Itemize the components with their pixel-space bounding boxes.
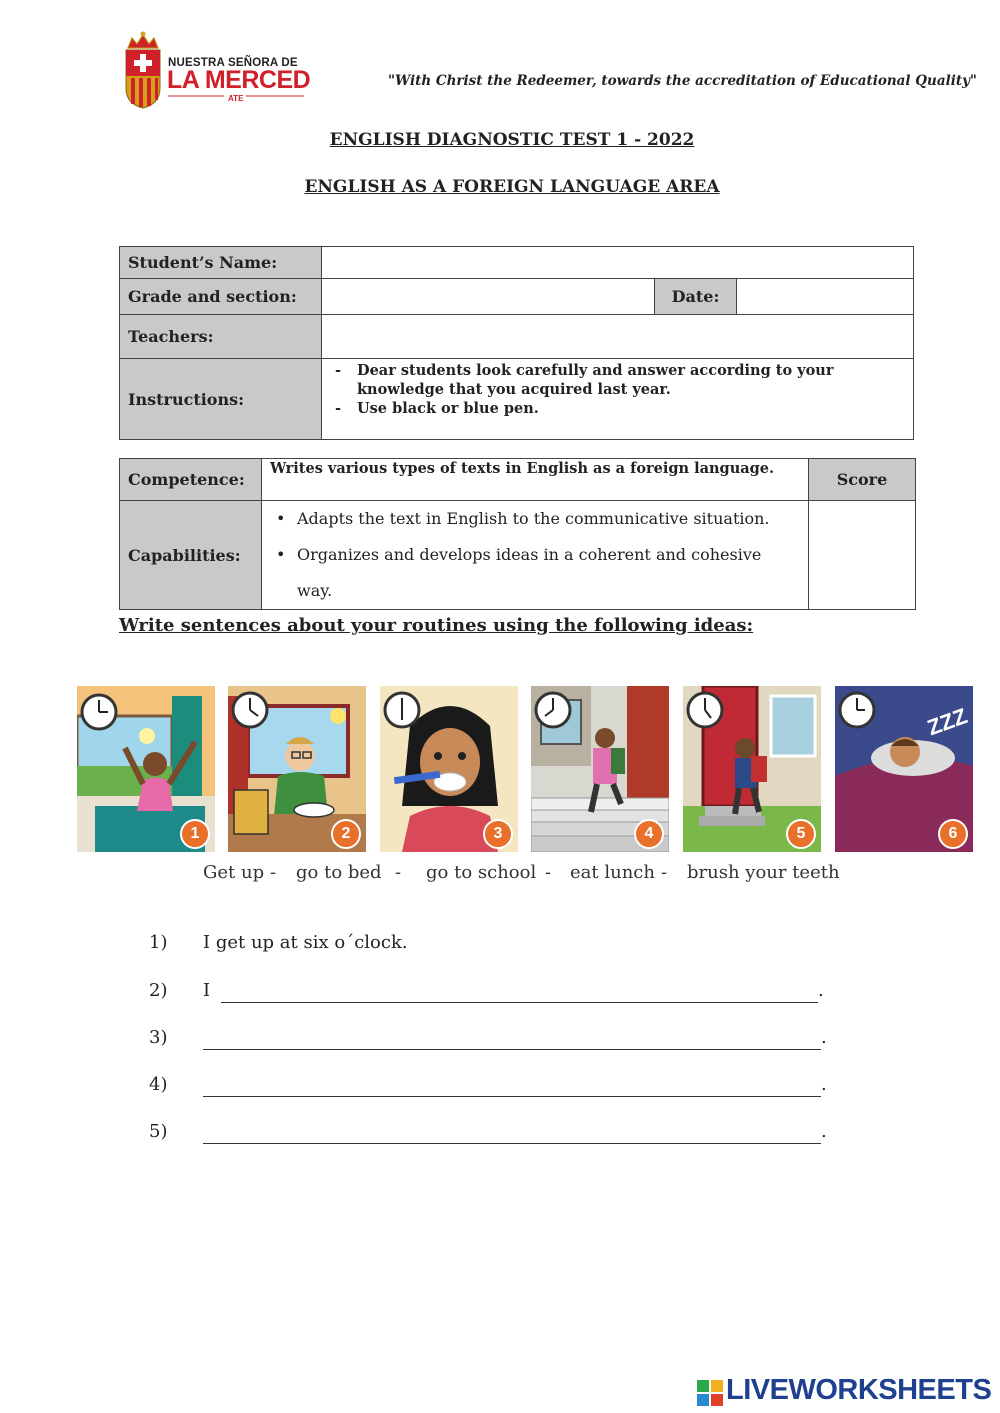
idea-separator: - xyxy=(395,862,402,883)
student-info-table xyxy=(119,246,914,440)
instructions-cell xyxy=(322,359,914,440)
capability-item: • Organizes and develops ideas in a coherent and cohesive way. xyxy=(270,537,800,609)
logo-text-bottom: ATE xyxy=(228,94,244,103)
idea-brush-your-teeth: brush your teeth xyxy=(687,862,840,883)
sentence-end-mark: . xyxy=(821,1121,827,1142)
grade-section-field[interactable] xyxy=(322,279,655,315)
instructions-list xyxy=(330,361,905,418)
grade-section-label: Grade and section: xyxy=(120,279,322,315)
sentence-end-mark: . xyxy=(821,1027,827,1048)
task-instruction: Write sentences about your routines using the following ideas: xyxy=(119,615,754,636)
capabilities-list xyxy=(270,501,800,609)
competence-value: Writes various types of texts in English as a foreign language. xyxy=(262,459,809,501)
sentence-number: 3) xyxy=(149,1027,168,1048)
sentence-end-mark: . xyxy=(818,980,824,1001)
answer-line[interactable] xyxy=(203,1123,821,1144)
picture-eat xyxy=(228,686,366,852)
student-name-label: Student’s Name: xyxy=(120,247,322,279)
logo-text-top: NUESTRA SEÑORA DE xyxy=(168,57,298,69)
sentence-number: 1) xyxy=(149,932,168,953)
teachers-field[interactable] xyxy=(322,315,914,359)
picture-number-badge: 3 xyxy=(483,819,513,849)
competence-table xyxy=(119,458,916,610)
idea-get-up: Get up xyxy=(203,862,265,883)
competence-label: Competence: xyxy=(120,459,262,501)
sentence-example: I get up at six o´clock. xyxy=(203,932,408,953)
idea-separator: - xyxy=(661,862,668,883)
picture-brush-teeth xyxy=(380,686,518,852)
sentence-number: 5) xyxy=(149,1121,168,1142)
teachers-label: Teachers: xyxy=(120,315,322,359)
test-title: ENGLISH DIAGNOSTIC TEST 1 - 2022 xyxy=(329,130,695,150)
picture-number-badge: 5 xyxy=(786,819,816,849)
idea-separator: - xyxy=(270,862,277,883)
answer-line[interactable] xyxy=(203,1076,821,1097)
instructions-label: Instructions: xyxy=(120,359,322,440)
score-field[interactable] xyxy=(809,501,916,610)
svg-text:ZZZ: ZZZ xyxy=(923,703,971,741)
capability-item: • Adapts the text in English to the communicative situation. xyxy=(270,501,800,537)
date-field[interactable] xyxy=(737,279,914,315)
capabilities-label: Capabilities: xyxy=(120,501,262,610)
date-label: Date: xyxy=(655,279,737,315)
liveworksheets-brand: LIVEWORKSHEETS xyxy=(726,1374,992,1406)
answer-line[interactable] xyxy=(221,982,818,1003)
instruction-item: - Use black or blue pen. xyxy=(330,399,905,418)
area-title: ENGLISH AS A FOREIGN LANGUAGE AREA xyxy=(304,177,720,197)
liveworksheets-logo-icon xyxy=(697,1380,723,1406)
picture-number-badge: 2 xyxy=(331,819,361,849)
idea-go-to-school: go to school xyxy=(426,862,537,883)
picture-number-badge: 1 xyxy=(180,819,210,849)
logo-text-main: LA MERCED xyxy=(167,66,311,94)
score-label: Score xyxy=(809,459,916,501)
picture-go-to-bed xyxy=(835,686,973,852)
idea-go-to-bed: go to bed xyxy=(296,862,382,883)
school-motto: "With Christ the Redeemer, towards the accreditation of Educational Quality" xyxy=(388,73,977,89)
student-name-field[interactable] xyxy=(322,247,914,279)
sentence-number: 4) xyxy=(149,1074,168,1095)
answer-line[interactable] xyxy=(203,1029,821,1050)
idea-eat-lunch: eat lunch xyxy=(570,862,655,883)
picture-go-to-school xyxy=(531,686,669,852)
sentence-end-mark: . xyxy=(821,1074,827,1095)
capabilities-cell xyxy=(262,501,809,610)
sentence-number: 2) xyxy=(149,980,168,1001)
picture-number-badge: 4 xyxy=(634,819,664,849)
instruction-item: - Dear students look carefully and answer according to your knowledge that you acquired last year. xyxy=(330,361,905,399)
idea-separator: - xyxy=(545,862,552,883)
picture-come-home xyxy=(683,686,821,852)
sentence-start: I xyxy=(203,980,211,1001)
picture-get-up xyxy=(77,686,215,852)
picture-number-badge: 6 xyxy=(938,819,968,849)
